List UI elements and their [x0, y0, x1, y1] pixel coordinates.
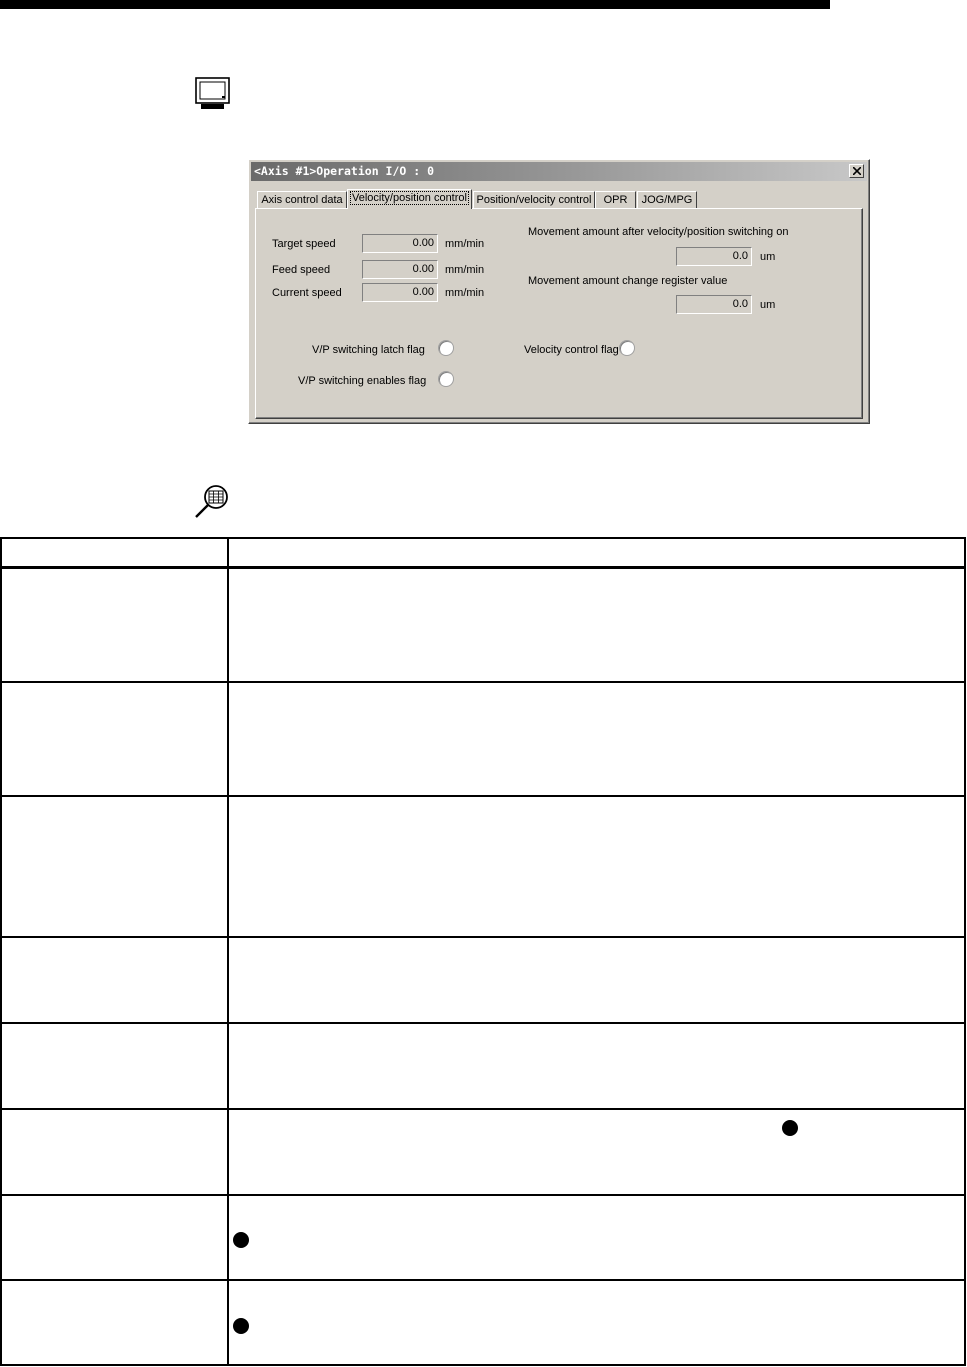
- dialog-titlebar: [251, 162, 867, 181]
- vp-switching-latch-flag-lamp: [438, 340, 454, 356]
- table-row: [0, 936, 966, 938]
- magnifier-table-icon: [193, 484, 231, 520]
- table-top-rule: [0, 537, 966, 539]
- current-speed-label: Current speed: [272, 287, 342, 299]
- bullet-icon: [233, 1232, 249, 1248]
- movement-change-register-label: Movement amount change register value: [528, 275, 728, 287]
- tab-jog-mpg[interactable]: JOG/MPG: [637, 191, 697, 208]
- table-row: [0, 1279, 966, 1281]
- target-speed-label: Target speed: [272, 238, 336, 250]
- velocity-control-flag-label: Velocity control flag: [524, 344, 619, 356]
- velocity-position-panel: [255, 208, 863, 419]
- current-speed-unit: mm/min: [445, 287, 485, 299]
- velocity-control-flag-lamp: [619, 340, 635, 356]
- movement-change-register-value: 0.0: [676, 295, 752, 314]
- movement-after-switching-unit: um: [760, 251, 776, 263]
- tab-axis-control-data[interactable]: Axis control data: [257, 191, 347, 208]
- table-border-right: [964, 537, 966, 1366]
- description-table: [0, 537, 967, 1366]
- table-row: [0, 1194, 966, 1196]
- table-row: [0, 681, 966, 683]
- dialog-title: <Axis #1>Operation I/O : 0: [254, 164, 435, 178]
- table-row: [0, 795, 966, 797]
- table-row: [0, 1022, 966, 1024]
- header-rule: [0, 0, 830, 9]
- bullet-icon: [782, 1120, 798, 1136]
- monitor-icon: [195, 77, 231, 111]
- tab-opr[interactable]: OPR: [595, 191, 636, 208]
- tab-position-velocity-control[interactable]: Position/velocity control: [473, 191, 595, 208]
- movement-after-switching-label: Movement amount after velocity/position switching on: [528, 226, 789, 238]
- feed-speed-label: Feed speed: [272, 264, 331, 276]
- target-speed-unit: mm/min: [445, 238, 485, 250]
- target-speed-value: 0.00: [362, 234, 438, 253]
- table-header-rule: [0, 566, 966, 569]
- table-border-left: [0, 537, 2, 1366]
- vp-switching-enables-flag-label: V/P switching enables flag: [298, 375, 427, 387]
- close-button[interactable]: [849, 164, 864, 178]
- vp-switching-enables-flag-lamp: [438, 371, 454, 387]
- movement-change-register-unit: um: [760, 299, 776, 311]
- vp-switching-latch-flag-label: V/P switching latch flag: [312, 344, 425, 356]
- movement-after-switching-value: 0.0: [676, 247, 752, 266]
- operation-io-dialog: [248, 159, 870, 424]
- table-row: [0, 1108, 966, 1110]
- feed-speed-value: 0.00: [362, 260, 438, 279]
- feed-speed-unit: mm/min: [445, 264, 485, 276]
- bullet-icon: [233, 1318, 249, 1334]
- close-icon: [853, 167, 861, 175]
- current-speed-value: 0.00: [362, 283, 438, 302]
- table-column-divider: [227, 537, 229, 1366]
- tab-velocity-position-control[interactable]: Velocity/position control: [347, 189, 472, 209]
- table-bottom-rule: [0, 1364, 966, 1366]
